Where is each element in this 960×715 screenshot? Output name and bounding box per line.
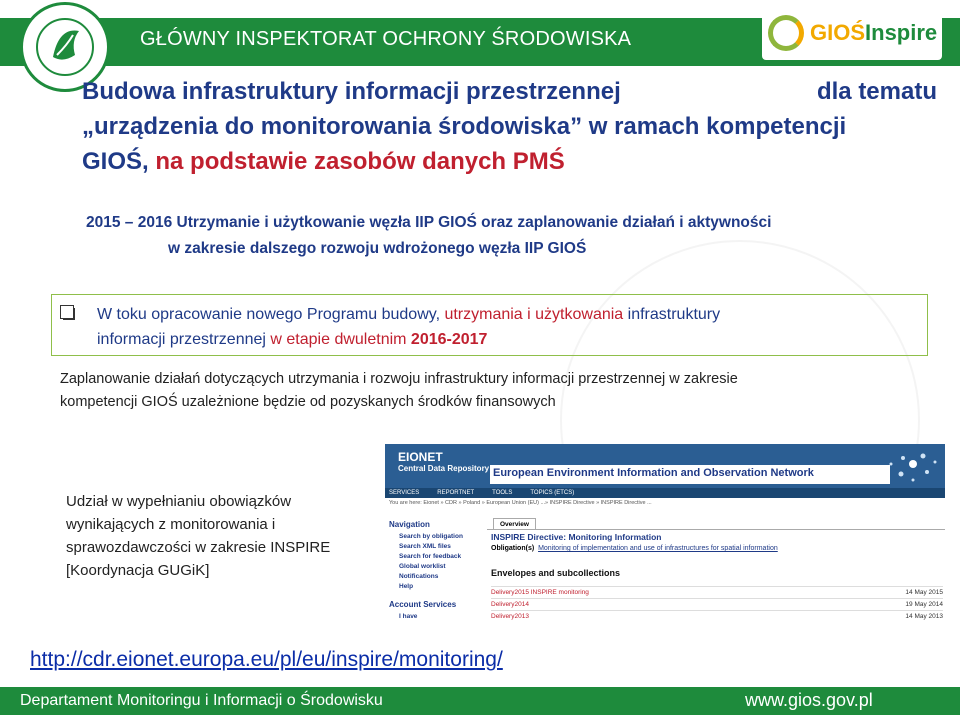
menu-topics[interactable]: TOPICS (ETCS) — [530, 490, 575, 496]
account-item[interactable]: I have — [399, 613, 418, 620]
footer-website[interactable]: www.gios.gov.pl — [745, 690, 873, 710]
menu-services[interactable]: SERVICES — [389, 490, 420, 496]
envelope-name[interactable]: Delivery2014 — [491, 601, 529, 608]
inspire-ring-icon — [768, 15, 804, 51]
box-part1: W toku opracowanie nowego — [97, 306, 307, 323]
envelope-date: 14 May 2013 — [905, 613, 943, 620]
contrib-line1: Udział w wypełnianiu obowiązków — [66, 493, 292, 510]
nav-item[interactable]: Help — [399, 583, 414, 590]
program-box — [51, 294, 928, 356]
footer — [0, 687, 960, 715]
box-part6: w etapie dwuletnim — [265, 331, 411, 348]
eionet-title-band — [490, 465, 890, 484]
envelope-row[interactable] — [491, 586, 943, 598]
eionet-dots-icon — [883, 446, 943, 490]
title-line1-left: Budowa infrastruktury informacji przestrzennej — [82, 78, 621, 105]
title-line1-right: dla tematu — [816, 78, 937, 105]
cdr-link[interactable]: http://cdr.eionet.europa.eu/pl/eu/inspire/monitoring/ — [30, 648, 503, 671]
envelope-date: 14 May 2015 — [905, 589, 943, 596]
tab-overview[interactable]: Overview — [493, 518, 536, 530]
nav-item[interactable]: Global worklist — [399, 563, 446, 570]
contrib-line4: [Koordynacja GUGiK] — [66, 562, 210, 579]
box-part5: informacji przestrzennej — [97, 331, 266, 348]
box-part2: Programu budowy, — [306, 306, 445, 323]
box-part4: infrastruktury — [623, 306, 721, 323]
title-line3 — [82, 144, 937, 179]
title-line2: „urządzenia do monitorowania środowiska” w ramach kompetencji — [82, 113, 847, 140]
obligation-row — [491, 545, 778, 552]
years-line1: 2015 – 2016 Utrzymanie i użytkowanie węzła IIP GIOŚ oraz zaplanowanie działań i aktywności — [86, 214, 772, 231]
header-title: GŁÓWNY INSPEKTORAT OCHRONY ŚRODOWISKA — [140, 28, 632, 50]
years-statement — [86, 210, 886, 262]
eionet-menu — [385, 488, 945, 498]
tab-divider — [487, 529, 945, 530]
nav-item[interactable]: Search by obligation — [399, 533, 463, 540]
program-box-text — [97, 302, 917, 352]
menu-reportnet[interactable]: REPORTNET — [437, 490, 475, 496]
obligation-label: Obligation(s) — [491, 545, 535, 552]
eionet-brand: EIONET — [398, 450, 443, 464]
envelope-name[interactable]: Delivery2015 INSPIRE monitoring — [491, 589, 589, 596]
obligation-link[interactable]: Monitoring of implementation and use of infrastructures for spatial information — [538, 545, 778, 552]
eionet-title: European Environment Information and Observation Network — [493, 467, 814, 479]
gios-inspire-logo — [762, 6, 942, 60]
slide-title — [82, 74, 937, 179]
eionet-main — [487, 512, 945, 629]
title-line3-b: na podstawie zasobów danych PMŚ — [148, 148, 565, 175]
logo-text-inspire: Inspire — [865, 20, 938, 45]
menu-tools[interactable]: TOOLS — [492, 490, 513, 496]
contribution-paragraph — [66, 490, 366, 582]
eionet-breadcrumb: You are here: Eionet » CDR » Poland » European Union (EU) ...» INSPIRE Directive » INSPIRE Directive ... — [389, 500, 652, 506]
envelope-row[interactable] — [491, 598, 943, 610]
eionet-sub: Central Data Repository — [398, 464, 490, 473]
nav-item[interactable]: Search for feedback — [399, 553, 462, 560]
box-part3: utrzymania i użytkowania — [444, 306, 624, 323]
envelope-list — [491, 586, 943, 622]
plan-line2: kompetencji GIOŚ uzależnione będzie od pozyskanych środków finansowych — [60, 394, 556, 410]
plan-line1: Zaplanowanie działań dotyczących utrzymania i rozwoju infrastruktury informacji przestrzennej w zakresie — [60, 371, 738, 387]
title-line3-a: GIOŚ, — [82, 148, 149, 175]
directive-title: INSPIRE Directive: Monitoring Information — [491, 532, 662, 542]
envelope-row[interactable] — [491, 610, 943, 622]
footer-department: Departament Monitoringu i Informacji o Środowisku — [20, 692, 383, 709]
eionet-nav — [385, 512, 485, 629]
checkbox-bullet-icon — [60, 305, 74, 319]
logo-text-gios: GIOŚ — [810, 20, 866, 45]
years-line2: w zakresie dalszego rozwoju wdrożonego węzła IIP GIOŚ — [168, 240, 587, 257]
header — [0, 0, 960, 75]
nav-title: Navigation — [389, 520, 430, 529]
envelope-name[interactable]: Delivery2013 — [491, 613, 529, 620]
box-part7: 2016-2017 — [410, 331, 488, 348]
envelopes-title: Envelopes and subcollections — [491, 568, 621, 578]
envelope-date: 19 May 2014 — [905, 601, 943, 608]
account-title: Account Services — [389, 600, 457, 609]
contrib-line3: sprawozdawczości w zakresie INSPIRE — [66, 539, 331, 556]
contrib-line2: wynikających z monitorowania i — [66, 516, 276, 533]
eionet-screenshot — [385, 444, 945, 629]
planning-paragraph — [60, 368, 950, 414]
nav-item[interactable]: Notifications — [399, 573, 439, 580]
nav-item[interactable]: Search XML files — [399, 543, 451, 550]
